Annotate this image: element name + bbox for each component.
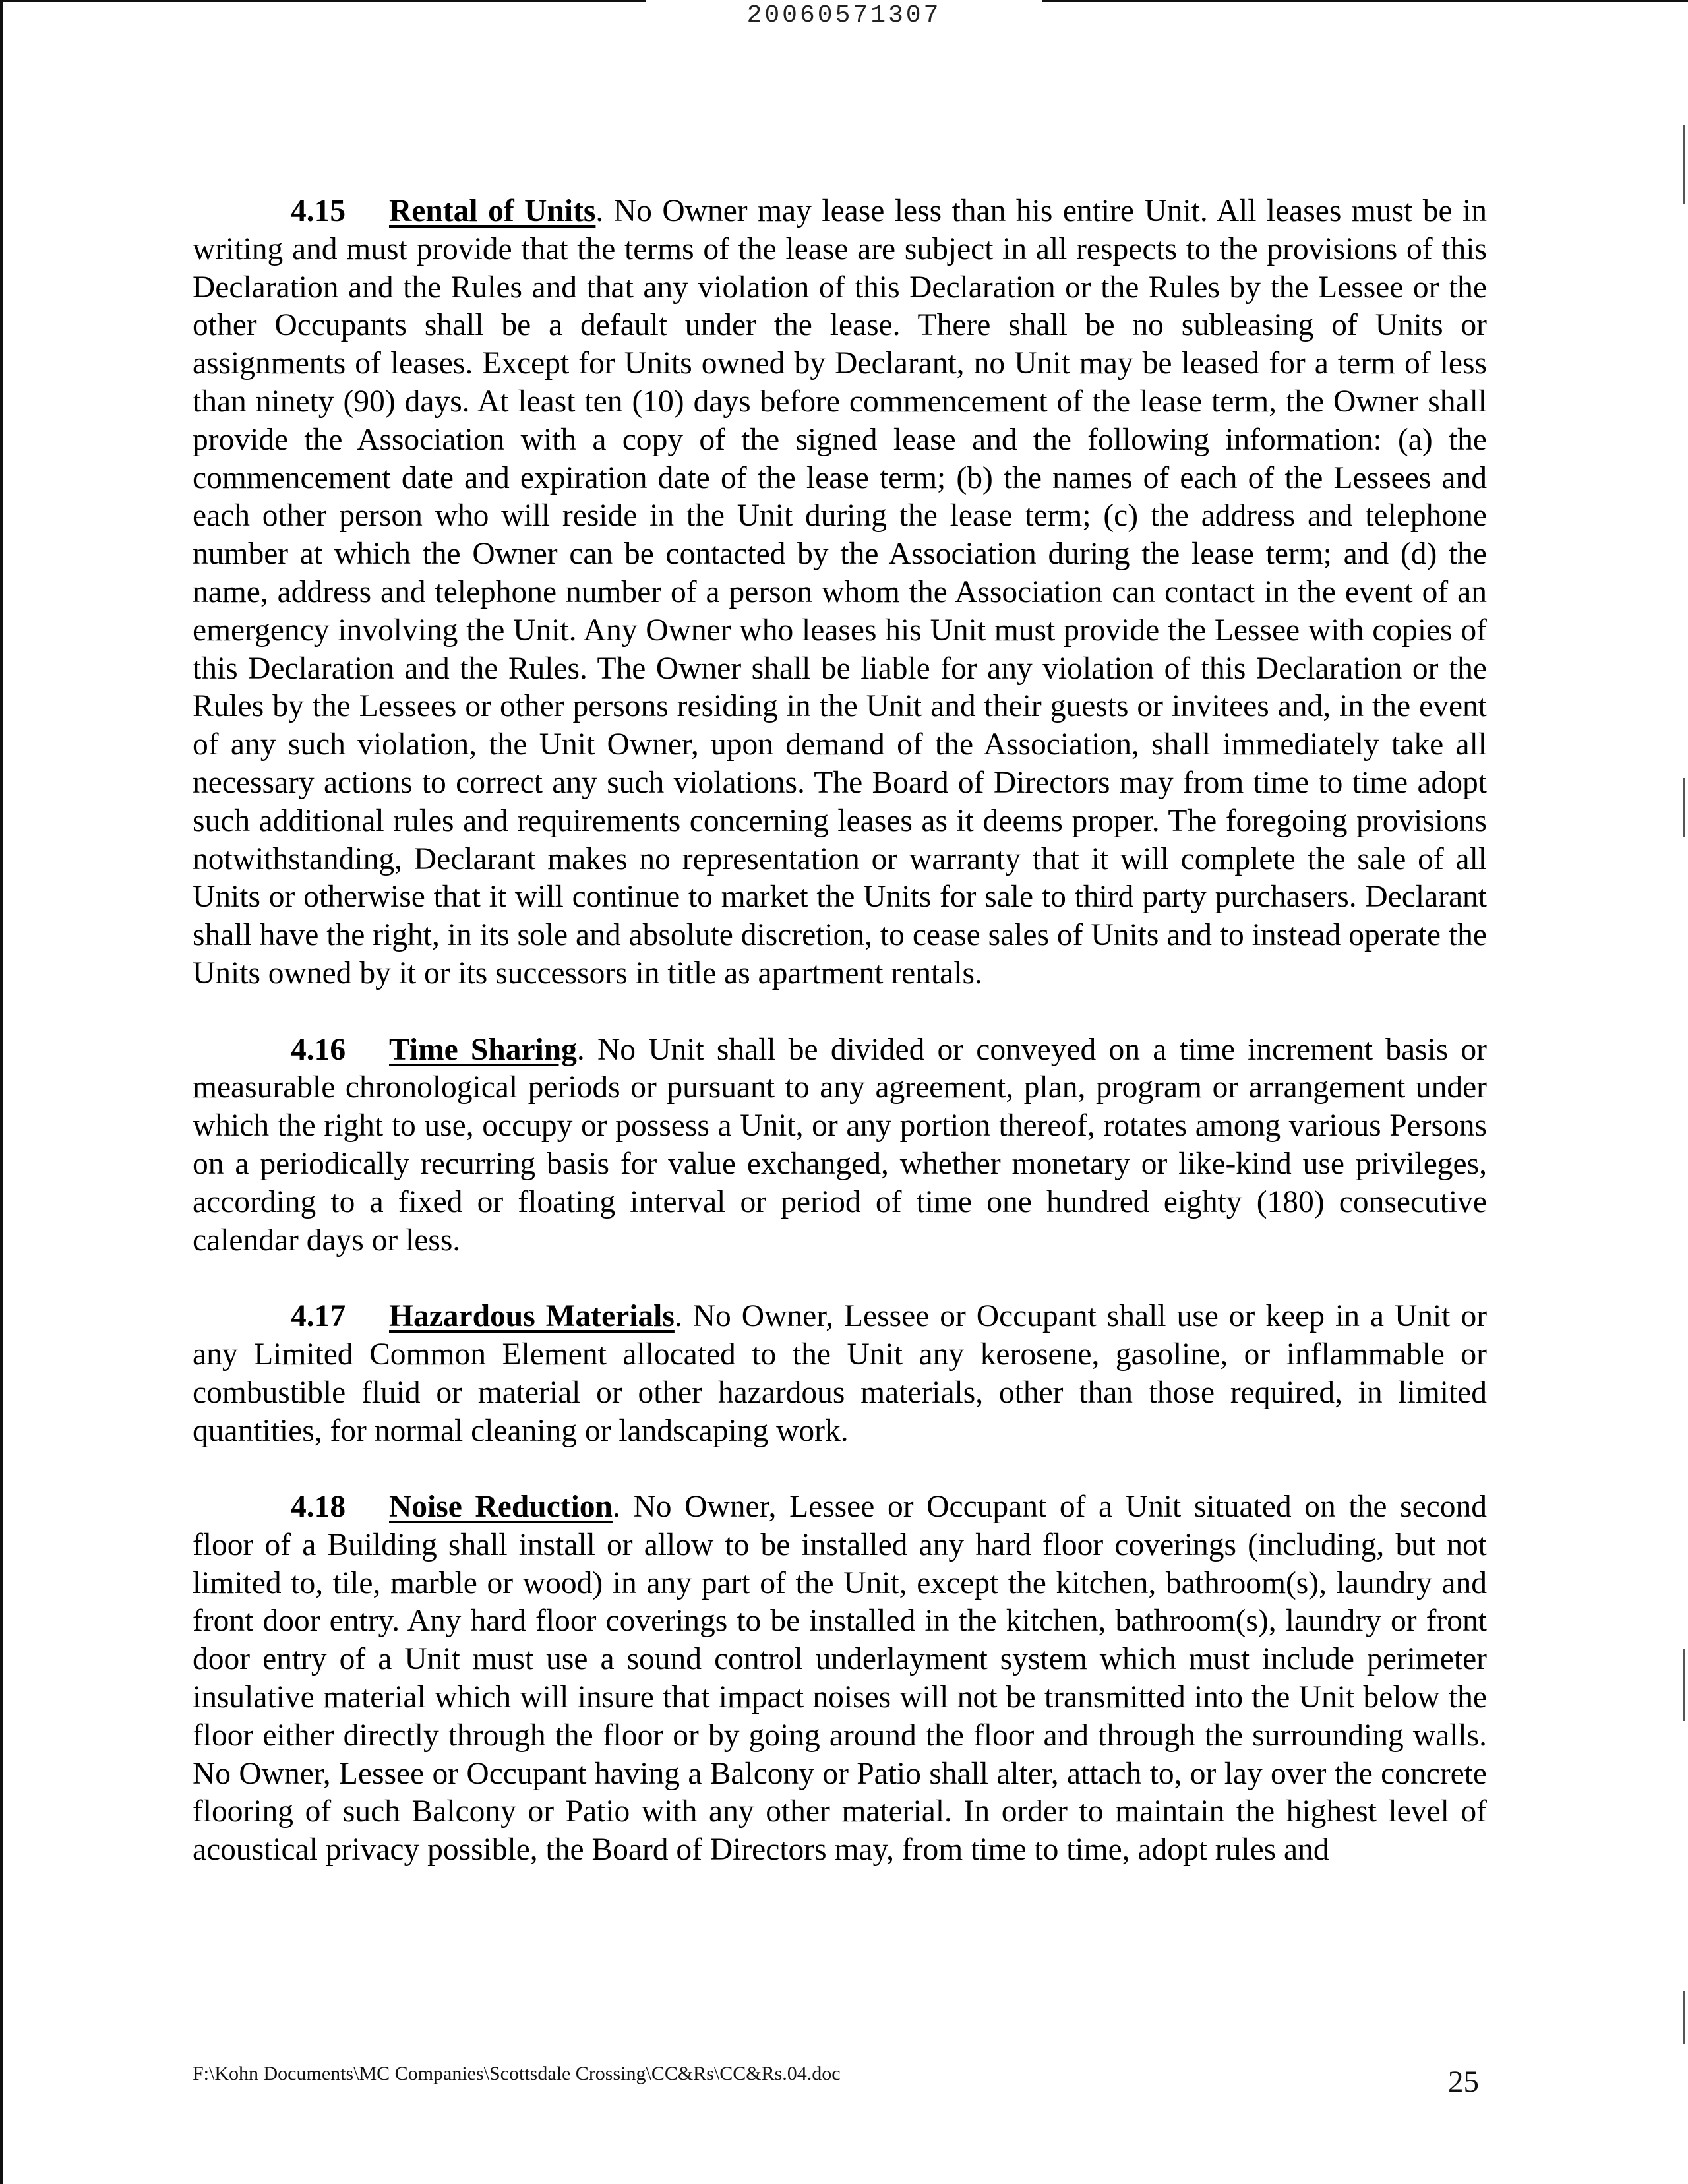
section-title: Hazardous Materials xyxy=(389,1299,675,1334)
section-title-period: . xyxy=(576,1032,585,1067)
scan-right-mark xyxy=(1683,125,1685,204)
section-body: No Owner, Lessee or Occupant of a Unit situated on the second floor of a Building shall install or allow to be installed any hard floor coverings (including, but not limited to, tile, marble or wood) in any part of the Unit, except the kitchen, bathroom(s), laundry and front door entry. Any hard floor coverings to be installed in the kitchen, bathroom(s), laundry or front door entry of a Unit must use a sound control underlayment system which must include perimeter insulative material which will insure that impact noises will not be transmitted into the Unit below the floor either directly through the floor or by going around the floor and through the surrounding walls. No Owner, Lessee or Occupant having a Balcony or Patio shall alter, attach to, or lay over the concrete flooring of such Balcony or Patio with any other material. In order to maintain the highest level of acoustical privacy possible, the Board of Directors may, from time to time, adopt rules and xyxy=(193,1490,1488,1867)
section-body: No Owner may lease less than his entire Unit. All leases must be in writing and must provide that the terms of the lease are subject in all respects to the provisions of this Declaration and the Rules and that any violation of this Declaration or the Rules by the Lessee or the other Occupants shall be a default under the lease. There shall be no subleasing of Units or assignments of leases. Except for Units owned by Declarant, no Unit may be leased for a term of less than ninety (90) days. At least ten (10) days before commencement of the lease term, the Owner shall provide the Association with a copy of the signed lease and the following information: (a) the commencement date and expiration date of the lease term; (b) the names of each of the Lessees and each other person who will reside in the Unit during the lease term; (c) the address and telephone number at which the Owner can be contacted by the Association during the lease term; and (d) the name, address and telephone number of a person whom the Association can contact in the event of an emergency involving the Unit. Any Owner who leases his Unit must provide the Lessee with copies of this Declaration and the Rules. The Owner shall be liable for any violation of this Declaration or the Rules by the Lessees or other persons residing in the Unit and their guests or invitees and, in the event of any such violation, the Unit Owner, upon demand of the Association, shall immediately take all necessary actions to correct any such violations. The Board of Directors may from time to time adopt such additional rules and requirements concerning leases as it deems proper. The foregoing provisions notwithstanding, Declarant makes no representation or warranty that it will complete the sale of all Units or otherwise that it will continue to market the Units for sale to third party purchasers. Declarant shall have the right, in its sole and absolute discretion, to cease sales of Units and to instead operate the Units owned by it or its successors in title as apartment rentals. xyxy=(193,194,1488,990)
section-4-16 xyxy=(193,1031,1487,1260)
section-title: Noise Reduction xyxy=(389,1490,613,1525)
section-title: Time Sharing xyxy=(389,1032,577,1067)
section-4-18 xyxy=(193,1488,1487,1869)
document-number: 20060571307 xyxy=(746,1,942,30)
scan-right-mark xyxy=(1683,1649,1685,1721)
section-body: No Owner, Lessee or Occupant shall use or keep in a Unit or any Limited Common Element allocated to the Unit any kerosene, gasoline, or inflammable or combustible fluid or material or other hazardous materials, other than those required, in limited quantities, for normal cleaning or landscaping work. xyxy=(193,1299,1488,1448)
section-number: 4.16 xyxy=(291,1032,346,1067)
page-number: 25 xyxy=(1448,2065,1479,2099)
section-4-15 xyxy=(193,193,1487,993)
scan-right-mark xyxy=(1683,1991,1685,2044)
scan-right-mark xyxy=(1683,778,1685,837)
section-title-period: . xyxy=(595,194,604,228)
section-number: 4.17 xyxy=(291,1299,346,1334)
scan-border-left xyxy=(0,0,3,2184)
section-number: 4.18 xyxy=(291,1490,346,1525)
page-content xyxy=(193,193,1487,1908)
section-4-17 xyxy=(193,1298,1487,1450)
section-title: Rental of Units xyxy=(389,194,596,228)
section-title-period: . xyxy=(612,1490,620,1525)
section-body: No Unit shall be divided or conveyed on a time increment basis or measurable chronological periods or pursuant to any agreement, plan, program or arrangement under which the right to use, occupy or possess a Unit, or any portion thereof, rotates among various Persons on a periodically recurring basis for value exchanged, whether monetary or like-kind use privileges, according to a fixed or floating interval or period of time one hundred eighty (180) consecutive calendar days or less. xyxy=(193,1032,1487,1258)
section-number: 4.15 xyxy=(291,194,346,228)
footer-file-path: F:\Kohn Documents\MC Companies\Scottsdale Crossing\CC&Rs\CC&Rs.04.doc xyxy=(193,2063,841,2084)
section-title-period: . xyxy=(674,1299,682,1334)
